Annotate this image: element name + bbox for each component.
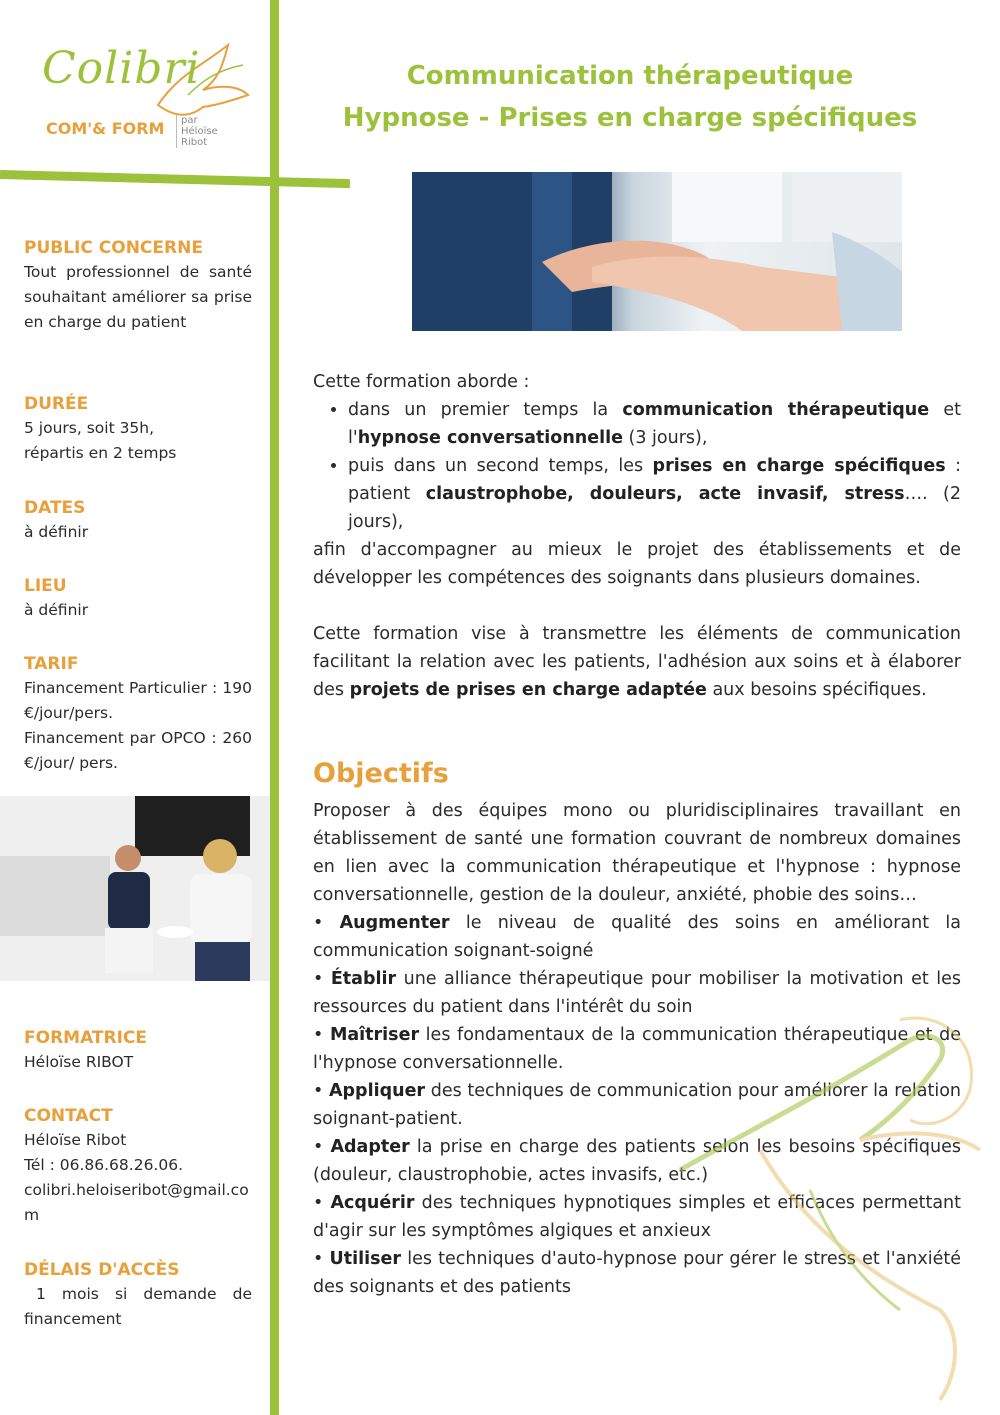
- dates-heading: DATES: [24, 498, 86, 518]
- duree-line-2: répartis en 2 temps: [24, 444, 177, 462]
- hands-photo: [412, 172, 902, 331]
- lieu-heading: LIEU: [24, 576, 67, 596]
- tarif-line-1: Financement Particulier : 190 €/jour/pers.: [24, 679, 252, 722]
- duree-line-1: 5 jours, soit 35h,: [24, 419, 155, 437]
- formatrice-text: Héloïse RIBOT: [24, 1053, 134, 1071]
- lieu-text: à définir: [24, 601, 89, 619]
- intro-lead: Cette formation aborde :: [313, 372, 530, 392]
- sidebar-duree: [24, 394, 252, 466]
- title-line-2: Hypnose - Prises en charge spécifiques: [342, 103, 918, 133]
- contact-name: Héloïse Ribot: [24, 1131, 127, 1149]
- green-vertical-band: [270, 0, 279, 1415]
- consultation-photo: [0, 796, 270, 981]
- intro-closing: afin d'accompagner au mieux le projet des établissements et de développer les compétences des soignants dans plusieurs domaines.: [313, 540, 961, 588]
- intro-bullet-2: • puis dans un second temps, les prises en charge spécifiques : patient claustrophobe, douleurs, acte invasif, stress…. (2 jours),: [348, 452, 961, 536]
- sidebar-tarif: [24, 654, 252, 776]
- intro-section: [313, 368, 961, 704]
- objectifs-title: Objectifs: [313, 758, 449, 789]
- public-heading: PUBLIC CONCERNE: [24, 238, 203, 258]
- duree-heading: DURÉE: [24, 394, 89, 414]
- formatrice-heading: FORMATRICE: [24, 1028, 148, 1048]
- objectif-item: • Utiliser les techniques d'auto-hypnose pour gérer le stress et l'anxiété des soignants et des patients: [313, 1249, 961, 1297]
- objectif-item: • Établir une alliance thérapeutique pour mobiliser la motivation et les ressources du patient dans l'intérêt du soin: [313, 969, 961, 1017]
- dates-text: à définir: [24, 523, 89, 541]
- logo-script: Colibri: [42, 43, 201, 94]
- contact-email[interactable]: colibri.heloiseribot@gmail.com: [24, 1181, 249, 1224]
- colibri-logo: [38, 35, 248, 165]
- objectifs-list: [313, 909, 961, 1301]
- logo-brand: COM'& FORM: [46, 119, 165, 138]
- sidebar-contact: [24, 1106, 252, 1228]
- sidebar-dates: [24, 498, 252, 545]
- sidebar-lieu: [24, 576, 252, 623]
- sidebar-formatrice: [24, 1028, 252, 1075]
- intro-paragraph-2: Cette formation vise à transmettre les éléments de communication facilitant la relation avec les patients, l'adhésion aux soins et à élaborer des projets de prises en charge adaptée aux besoins spécifiques.: [313, 624, 961, 700]
- objectif-item: • Adapter la prise en charge des patients selon les besoins spécifiques (douleur, claustrophobie, actes invasifs, etc.): [313, 1137, 961, 1185]
- contact-heading: CONTACT: [24, 1106, 113, 1126]
- tarif-line-2: Financement par OPCO : 260 €/jour/ pers.: [24, 729, 252, 772]
- logo-by: par Héloïse Ribot: [176, 115, 236, 148]
- objectifs-intro: Proposer à des équipes mono ou pluridisciplinaires travaillant en établissement de santé une formation couvrant de nombreux domaines en lien avec la communication thérapeutique et l'hypnose : hypnose conversationnelle, gestion de la douleur, anxiété, phobie des soins…: [313, 801, 961, 905]
- delais-heading: DÉLAIS D'ACCÈS: [24, 1260, 180, 1280]
- objectif-item: • Maîtriser les fondamentaux de la communication thérapeutique et de l'hypnose conversationnelle.: [313, 1025, 961, 1073]
- page-title: [300, 55, 960, 139]
- objectif-item: • Augmenter le niveau de qualité des soins en améliorant la communication soignant-soigné: [313, 913, 961, 961]
- title-line-1: Communication thérapeutique: [406, 61, 854, 91]
- delais-text: 1 mois si demande de financement: [24, 1285, 252, 1328]
- objectifs-section: [313, 797, 961, 1301]
- objectif-item: • Appliquer des techniques de communication pour améliorer la relation soignant-patient.: [313, 1081, 961, 1129]
- public-text: Tout professionnel de santé souhaitant améliorer sa prise en charge du patient: [24, 263, 252, 331]
- contact-tel: Tél : 06.86.68.26.06.: [24, 1156, 184, 1174]
- sidebar-public: [24, 238, 252, 335]
- objectif-item: • Acquérir des techniques hypnotiques simples et efficaces permettant d'agir sur les symptômes algiques et anxieux: [313, 1193, 961, 1241]
- green-horizontal-band: [0, 170, 350, 188]
- sidebar-delais: [24, 1260, 252, 1332]
- intro-list: [313, 396, 961, 536]
- intro-bullet-1: • dans un premier temps la communication thérapeutique et l'hypnose conversationnelle (3 jours),: [348, 396, 961, 452]
- tarif-heading: TARIF: [24, 654, 79, 674]
